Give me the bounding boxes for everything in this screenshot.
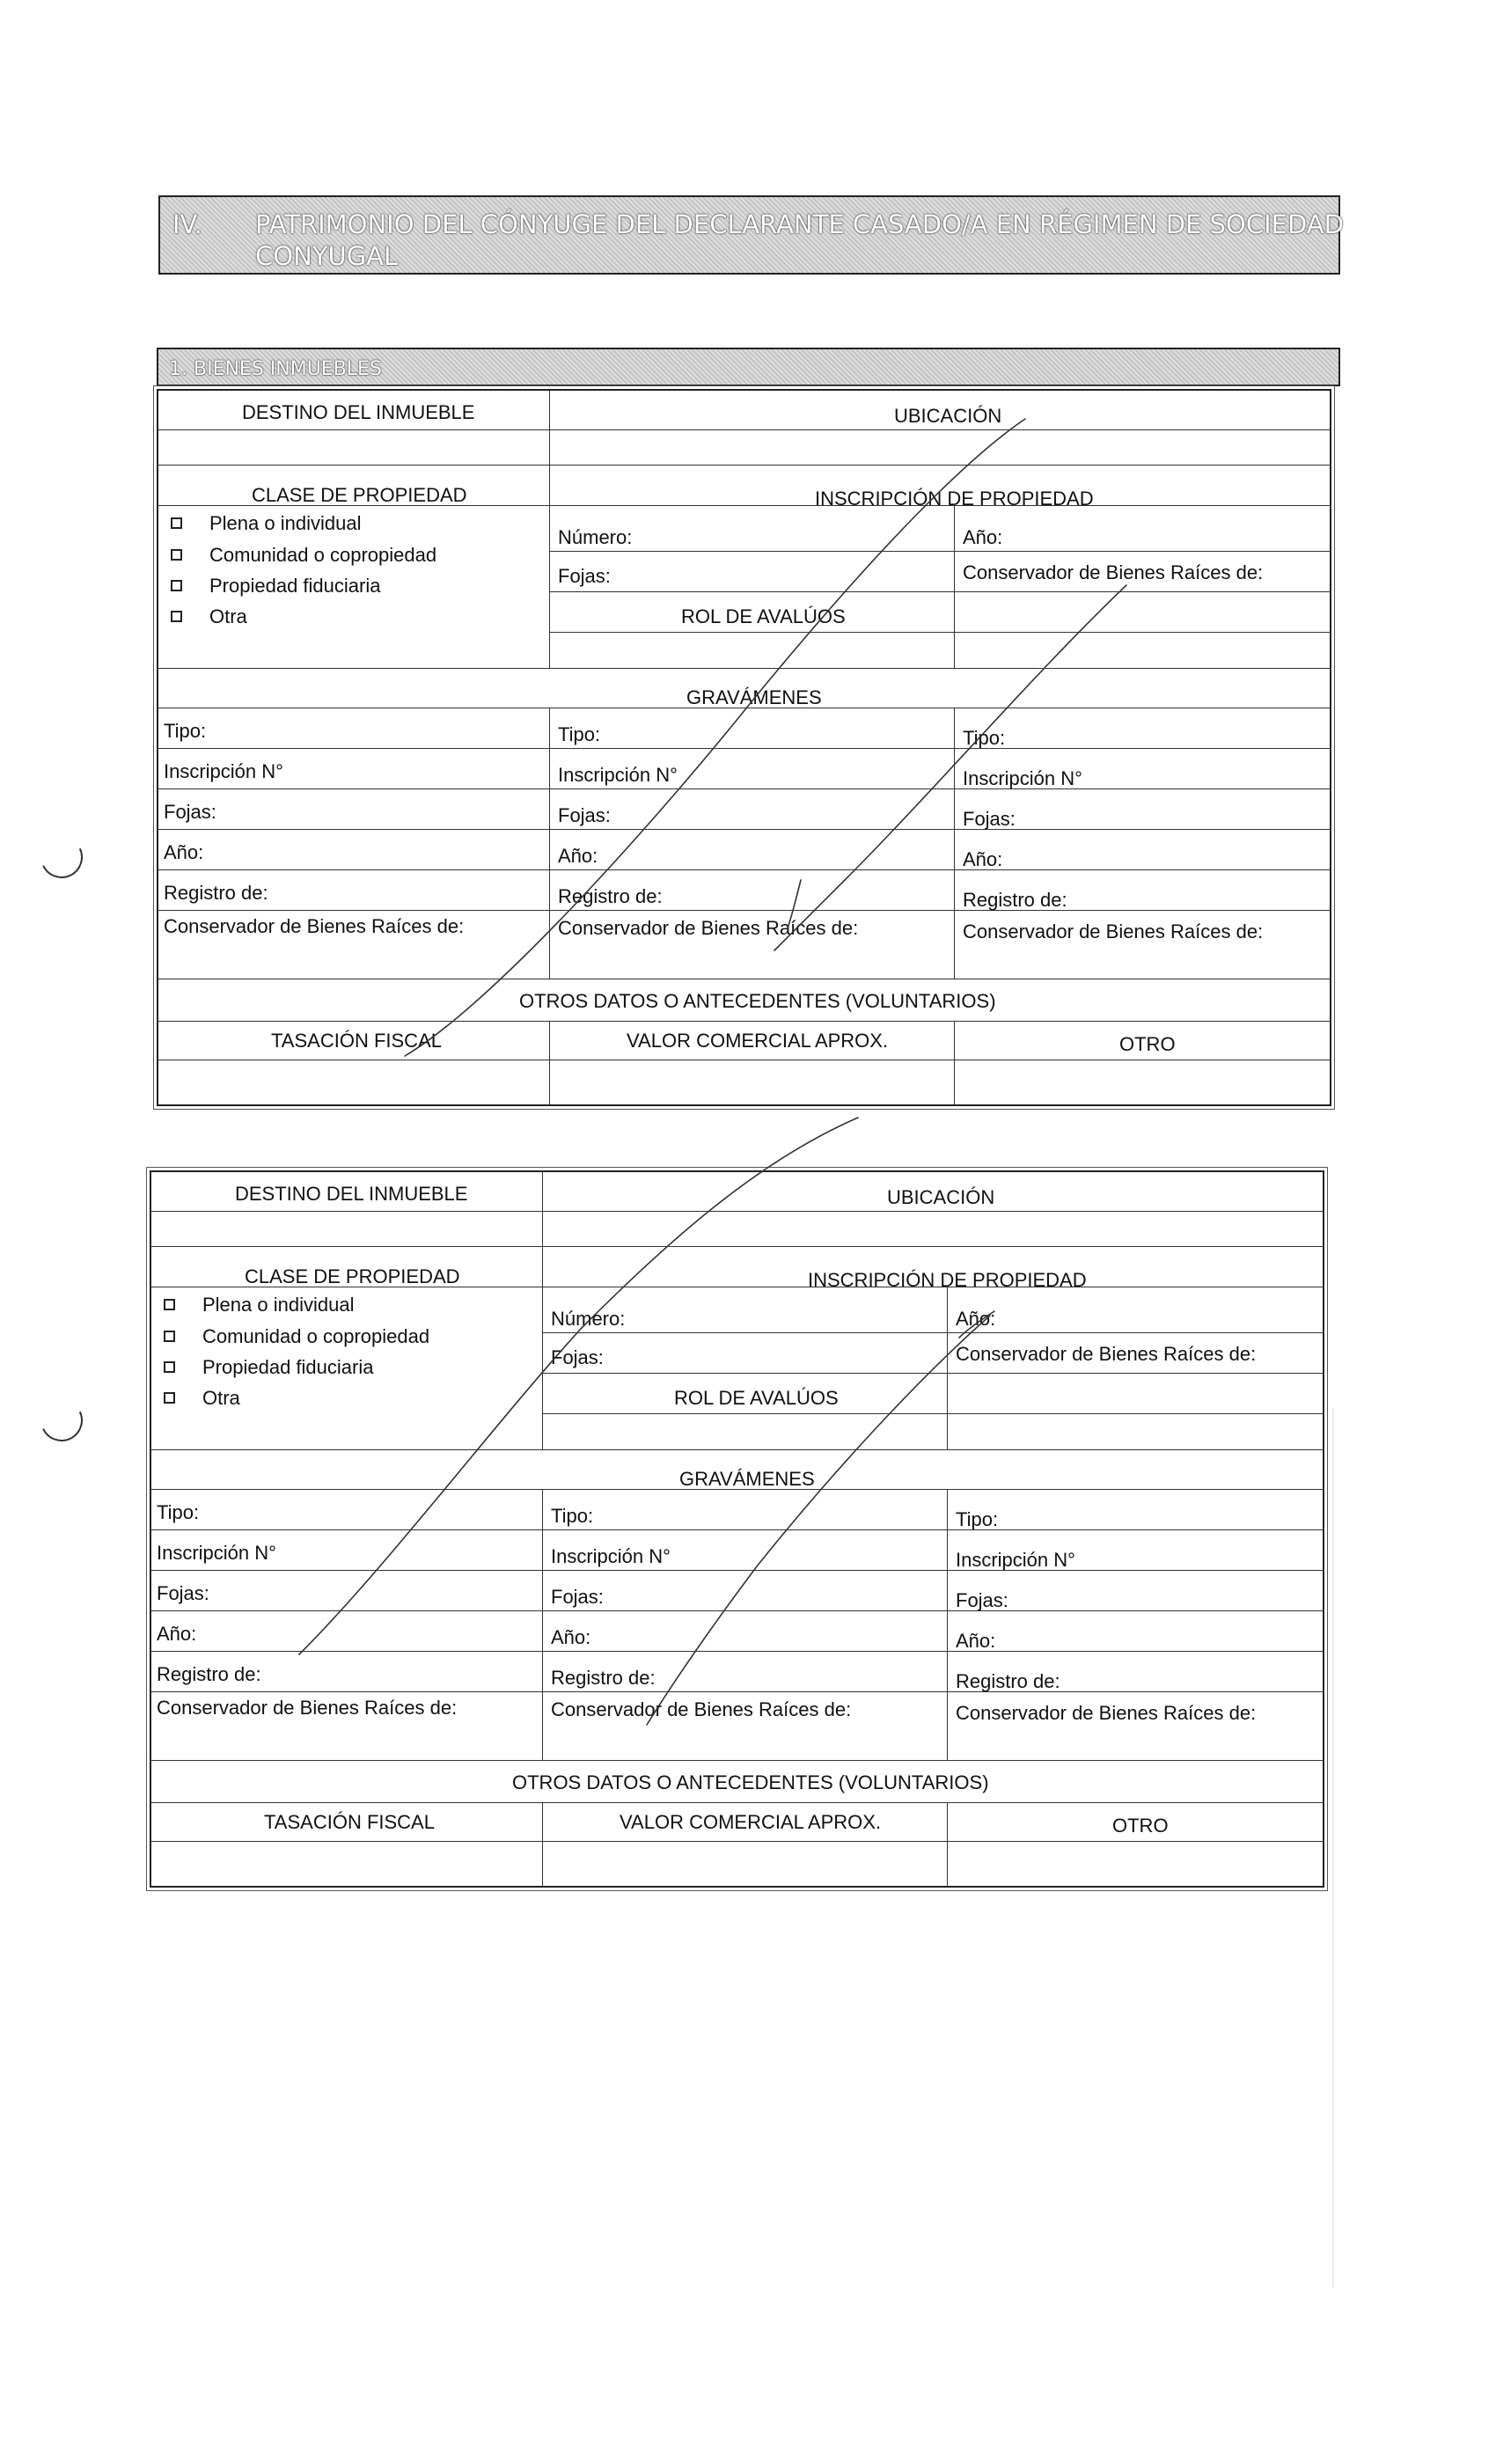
gravamen-fojas: Fojas: — [551, 1586, 604, 1608]
anio-label: Año: — [963, 526, 1003, 548]
clase-option: Propiedad fiduciaria — [202, 1356, 374, 1378]
gravamen-anio: Año: — [157, 1623, 197, 1645]
clase-propiedad-label: CLASE DE PROPIEDAD — [252, 484, 467, 506]
pen-stroke — [959, 1311, 994, 1338]
gravamen-anio: Año: — [956, 1630, 996, 1652]
gravamen-registro: Registro de: — [956, 1670, 1060, 1692]
clase-option: Comunidad o copropiedad — [209, 544, 437, 566]
clase-option: Otra — [202, 1387, 240, 1409]
otros-datos-label: OTROS DATOS O ANTECEDENTES (VOLUNTARIOS) — [519, 990, 996, 1012]
gravamen-conservador: Conservador de Bienes Raíces de: — [157, 1697, 458, 1719]
numero-label: Número: — [558, 526, 633, 548]
clase-option: Otra — [209, 605, 247, 627]
fojas-label: Fojas: — [558, 565, 611, 587]
gravamen-conservador: Conservador de Bienes Raíces de: — [551, 1698, 852, 1720]
gravamen-tipo: Tipo: — [558, 723, 601, 745]
pen-stroke — [299, 1118, 858, 1654]
otro-label: OTRO — [1112, 1815, 1169, 1837]
clase-option: Plena o individual — [209, 512, 362, 534]
fojas-label: Fojas: — [551, 1346, 604, 1368]
gravamen-fojas: Fojas: — [956, 1589, 1008, 1611]
clase-option: Plena o individual — [202, 1294, 355, 1316]
gravamen-inscripcion: Inscripción N° — [963, 767, 1082, 789]
pen-stroke — [647, 1316, 990, 1725]
inscripcion-label: INSCRIPCIÓN DE PROPIEDAD — [808, 1269, 1087, 1291]
gravamen-fojas: Fojas: — [963, 808, 1016, 830]
otros-datos-label: OTROS DATOS O ANTECEDENTES (VOLUNTARIOS) — [512, 1771, 989, 1793]
gravamen-inscripcion: Inscripción N° — [558, 764, 678, 786]
rol-avaluos-label: ROL DE AVALÚOS — [674, 1387, 839, 1409]
destino-label: DESTINO DEL INMUEBLE — [235, 1183, 468, 1205]
pen-stroke — [788, 880, 801, 928]
pen-stroke — [405, 419, 1025, 1056]
gravamen-conservador: Conservador de Bienes Raíces de: — [963, 920, 1264, 942]
gravamen-registro: Registro de: — [551, 1667, 656, 1689]
gravamen-conservador: Conservador de Bienes Raíces de: — [164, 915, 465, 937]
tasacion-label: TASACIÓN FISCAL — [264, 1811, 435, 1833]
subsection-header: 1. BIENES INMUEBLES — [157, 348, 1340, 386]
gravamen-registro: Registro de: — [963, 889, 1067, 911]
gravamen-anio: Año: — [963, 848, 1003, 870]
gravamen-fojas: Fojas: — [157, 1582, 209, 1604]
conservador-label: Conservador de Bienes Raíces de: — [956, 1343, 1257, 1365]
gravamen-inscripcion: Inscripción N° — [157, 1542, 276, 1564]
gravamen-conservador: Conservador de Bienes Raíces de: — [956, 1702, 1257, 1724]
ubicacion-label: UBICACIÓN — [894, 405, 1002, 427]
gravamen-conservador: Conservador de Bienes Raíces de: — [558, 917, 859, 939]
gravamenes-label: GRAVÁMENES — [679, 1468, 815, 1490]
gravamen-anio: Año: — [164, 841, 204, 863]
conservador-label: Conservador de Bienes Raíces de: — [963, 561, 1264, 583]
ubicacion-label: UBICACIÓN — [887, 1186, 995, 1208]
inscripcion-label: INSCRIPCIÓN DE PROPIEDAD — [815, 488, 1094, 510]
clase-option: Propiedad fiduciaria — [209, 575, 381, 597]
otro-label: OTRO — [1119, 1033, 1176, 1055]
gravamen-fojas: Fojas: — [164, 801, 216, 823]
anio-label: Año: — [956, 1308, 996, 1330]
tasacion-label: TASACIÓN FISCAL — [271, 1030, 442, 1052]
gravamen-tipo: Tipo: — [963, 727, 1006, 749]
numero-label: Número: — [551, 1308, 626, 1330]
gravamenes-label: GRAVÁMENES — [686, 686, 822, 708]
section-title-line2: CONYUGAL — [255, 241, 399, 271]
clase-option: Comunidad o copropiedad — [202, 1325, 430, 1347]
gravamen-registro: Registro de: — [157, 1663, 261, 1685]
gravamen-inscripcion: Inscripción N° — [551, 1545, 671, 1567]
gravamen-registro: Registro de: — [558, 885, 663, 907]
section-title-line1: PATRIMONIO DEL CÓNYUGE DEL DECLARANTE CASADO/A EN RÉGIMEN DE SOCIEDAD — [255, 209, 1344, 239]
destino-label: DESTINO DEL INMUEBLE — [242, 401, 475, 423]
gravamen-anio: Año: — [551, 1626, 591, 1648]
rol-avaluos-label: ROL DE AVALÚOS — [681, 605, 846, 627]
section-number: IV. — [172, 209, 202, 239]
gravamen-inscripcion: Inscripción N° — [956, 1549, 1075, 1571]
gravamen-tipo: Tipo: — [551, 1505, 594, 1527]
pen-stroke — [774, 585, 1126, 950]
gravamen-tipo: Tipo: — [164, 720, 207, 742]
valor-comercial-label: VALOR COMERCIAL APROX. — [627, 1030, 889, 1052]
gravamen-registro: Registro de: — [164, 882, 268, 904]
valor-comercial-label: VALOR COMERCIAL APROX. — [620, 1811, 882, 1833]
gravamen-fojas: Fojas: — [558, 804, 611, 826]
gravamen-tipo: Tipo: — [157, 1501, 200, 1523]
gravamen-anio: Año: — [558, 845, 598, 867]
gravamen-tipo: Tipo: — [956, 1508, 999, 1530]
clase-propiedad-label: CLASE DE PROPIEDAD — [245, 1265, 460, 1287]
gravamen-inscripcion: Inscripción N° — [164, 760, 283, 782]
